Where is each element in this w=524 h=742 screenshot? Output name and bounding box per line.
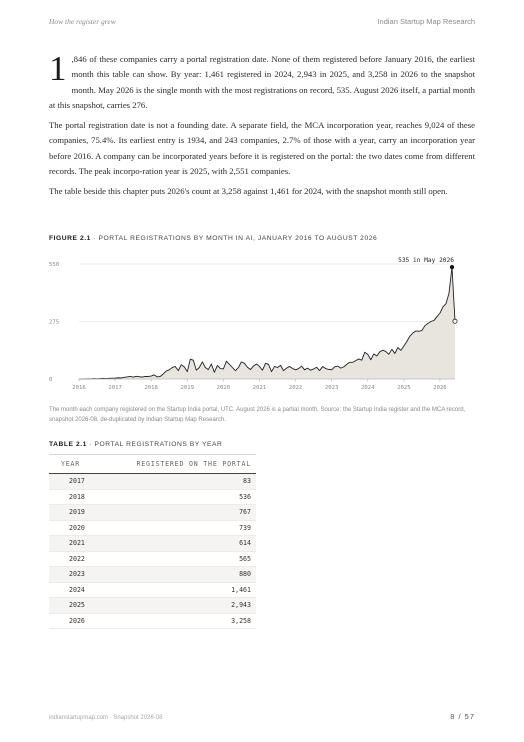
- table-title: · PORTAL REGISTRATIONS BY YEAR: [86, 441, 223, 448]
- peak-marker: [450, 265, 454, 269]
- year-cell: 2026: [49, 613, 97, 629]
- registrations-table: [49, 454, 256, 629]
- y-tick-label: 0: [49, 377, 53, 383]
- peak-annotation: 535 in May 2026: [398, 257, 454, 265]
- year-cell: 2021: [49, 536, 97, 552]
- table-row: [49, 520, 256, 536]
- table-row: [49, 489, 256, 505]
- running-head: [49, 17, 475, 26]
- paragraph-1-text: ,846 of these companies carry a portal registration date. None of them registered before January 2016, the earliest month this table can show. By year: 1,461 registered in 2024, 2,943 in 2025, and 3,258 in 2026 to the snapshot month. May 2026 is the single month with the most registrations on record, 535. August 2026 itself, a partial month at this snapshot, carries 276.: [49, 54, 475, 110]
- y-tick-label: 550: [49, 262, 60, 268]
- paragraph-1: [49, 49, 475, 113]
- table-row: [49, 536, 256, 552]
- count-cell: 739: [97, 520, 256, 536]
- page-footer: [49, 712, 475, 721]
- count-cell: 1,461: [97, 582, 256, 598]
- year-cell: 2023: [49, 567, 97, 583]
- table-row: [49, 598, 256, 614]
- partial-month-marker: [453, 319, 457, 323]
- publication-title: Indian Startup Map Research: [377, 17, 475, 26]
- count-cell: 536: [97, 489, 256, 505]
- drop-cap: 1: [49, 49, 67, 88]
- x-tick-label: 2021: [252, 385, 267, 391]
- table-row: [49, 551, 256, 567]
- count-cell: 880: [97, 567, 256, 583]
- year-cell: 2020: [49, 520, 97, 536]
- x-tick-label: 2024: [361, 385, 375, 391]
- count-cell: 614: [97, 536, 256, 552]
- chart-svg: [49, 250, 475, 400]
- col-count-header: REGISTERED ON THE PORTAL: [97, 455, 256, 474]
- x-tick-label: 2022: [288, 385, 303, 391]
- table-row: [49, 613, 256, 629]
- count-cell: 3,258: [97, 613, 256, 629]
- table-row: [49, 505, 256, 521]
- count-cell: 2,943: [97, 598, 256, 614]
- x-tick-label: 2025: [397, 385, 411, 391]
- count-cell: 83: [97, 474, 256, 490]
- year-cell: 2022: [49, 551, 97, 567]
- year-cell: 2024: [49, 582, 97, 598]
- x-tick-label: 2023: [324, 385, 339, 391]
- total-pages: 57: [464, 712, 475, 721]
- y-tick-label: 275: [49, 319, 60, 326]
- count-cell: 767: [97, 505, 256, 521]
- table-header-row: [49, 455, 256, 474]
- count-cell: 565: [97, 551, 256, 567]
- table-row: [49, 567, 256, 583]
- paragraph-2: The portal registration date is not a founding date. A separate field, the MCA incorporation year, reaches 9,024 of these companies, 75.4%. Its earliest entry is 1934, and 243 companies, 2.7% of those with a year, carry an incorporation year before 2016. A company can be incorporated years before it is registered on the portal: the two dates come from different records. The peak incorpo-ration year is 2025, with 2,551 companies.: [49, 120, 475, 177]
- current-page: 8: [450, 712, 456, 721]
- paragraph-3: The table beside this chapter puts 2026's count at 3,258 against 1,461 for 2024, with the snapshot month still open.: [49, 186, 448, 197]
- col-year-header: YEAR: [49, 455, 97, 474]
- table-row: [49, 474, 256, 490]
- figure-heading: [49, 235, 377, 242]
- footer-source: indianstartupmap.com · Snapshot 2026-08: [49, 715, 163, 721]
- series-area: [79, 267, 455, 379]
- year-cell: 2019: [49, 505, 97, 521]
- table-label: TABLE 2.1: [49, 441, 87, 448]
- table-row: [49, 582, 256, 598]
- chart: [49, 250, 475, 400]
- table-heading: [49, 441, 222, 448]
- x-tick-label: 2016: [72, 385, 86, 391]
- x-tick-label: 2019: [180, 385, 195, 391]
- figure-label: FIGURE 2.1: [49, 235, 91, 242]
- page-number: [450, 712, 475, 721]
- year-cell: 2017: [49, 474, 97, 490]
- year-cell: 2018: [49, 489, 97, 505]
- x-tick-label: 2017: [108, 385, 122, 391]
- chapter-title: How the register grew: [49, 17, 116, 26]
- x-tick-label: 2018: [144, 385, 158, 391]
- body-text: [49, 49, 475, 205]
- figure-title: · PORTAL REGISTRATIONS BY MONTH IN AI, JANUARY 2016 TO AUGUST 2026: [90, 235, 378, 242]
- x-tick-label: 2026: [433, 385, 447, 391]
- page-separator: /: [458, 712, 462, 721]
- figure-note: The month each company registered on the Startup India portal, UTC. August 2026 is a partial month. Source: the Startup India register and the MCA record, snapshot 2026-08, de-duplicated by Indian Startup Map Research.: [49, 407, 466, 423]
- x-tick-label: 2020: [216, 385, 231, 391]
- year-cell: 2025: [49, 598, 97, 614]
